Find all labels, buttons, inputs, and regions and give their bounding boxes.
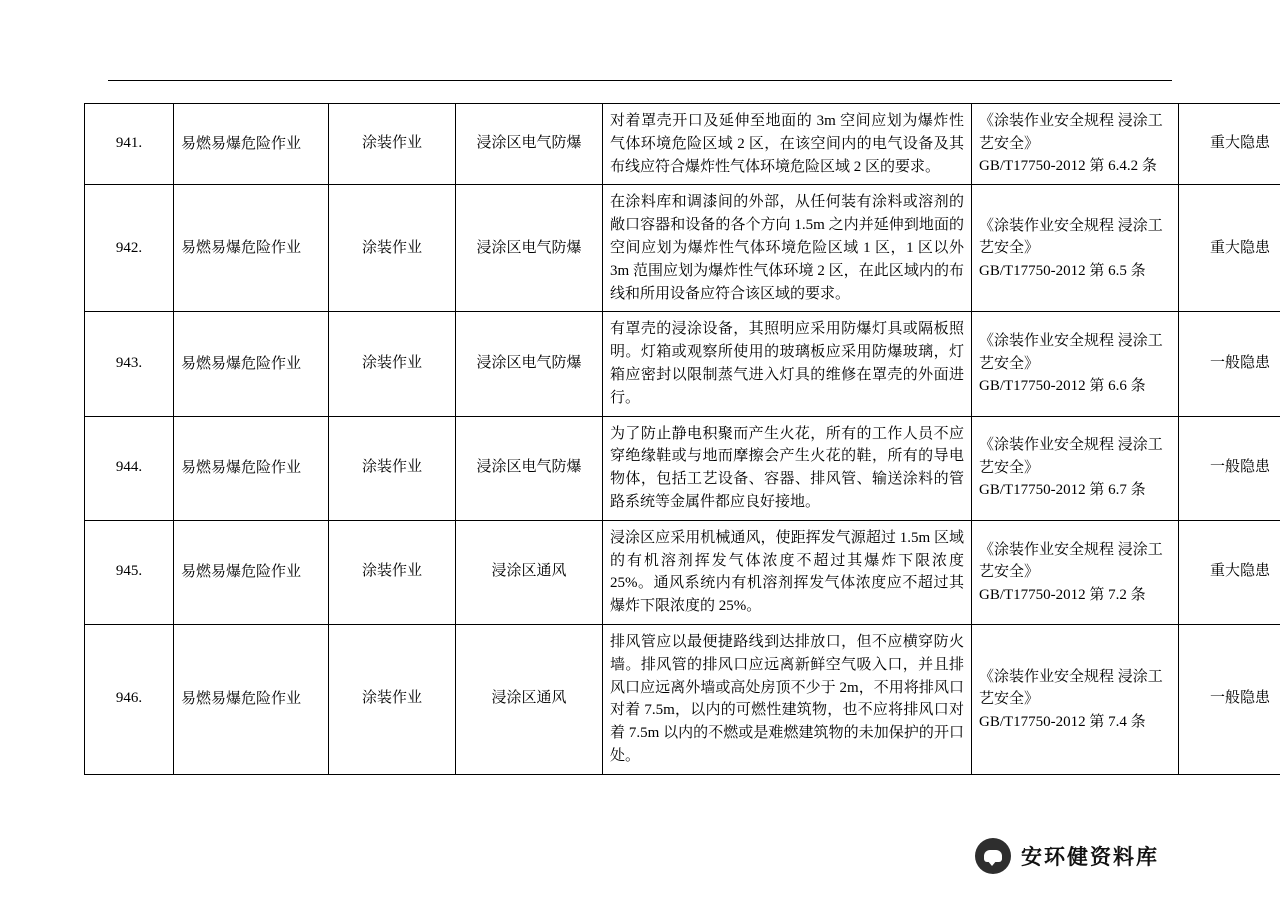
row-level: 一般隐患	[1179, 416, 1280, 520]
row-description	[603, 416, 972, 520]
row-operation: 涂装作业	[329, 520, 456, 624]
description-text: 有罩壳的浸涂设备，其照明应采用防爆灯具或隔板照明。灯箱或观察所使用的玻璃板应采用防爆玻璃，灯箱应密封以限制蒸气进入灯具的维修在罩壳的外面进行。	[610, 321, 964, 406]
row-category	[174, 104, 329, 185]
row-area: 浸涂区电气防爆	[456, 416, 603, 520]
row-number: 942.	[85, 185, 174, 312]
hazard-table-container	[84, 103, 1270, 775]
reference-title: 《涂装作业安全规程 浸涂工艺安全》	[979, 668, 1163, 708]
description-text: 浸涂区应采用机械通风，使距挥发气源超过 1.5m 区域的有机溶剂挥发气体浓度不超过其爆炸下限浓度 25%。通风系统内有机溶剂挥发气体浓度应不超过其爆炸下限浓度的 25%。	[610, 529, 964, 615]
row-number: 946.	[85, 624, 174, 774]
row-area: 浸涂区电气防爆	[456, 185, 603, 312]
reference-clause: GB/T17750-2012 第 7.2 条	[979, 586, 1146, 603]
row-reference	[972, 624, 1179, 774]
description-text: 排风管应以最便捷路线到达排放口，但不应横穿防火墙。排风管的排风口应远离新鲜空气吸入口，并且排风口应远离外墙或高处房顶不少于 2m，不用将排风口对着 7.5m，以内的可燃性建筑物，也不应将排风口对着 7.5m 以内的不燃或是难燃建筑物的未加保护的开口处。	[610, 633, 964, 764]
row-level: 重大隐患	[1179, 185, 1280, 312]
row-category	[174, 416, 329, 520]
table-row	[85, 312, 1280, 416]
row-operation: 涂装作业	[329, 624, 456, 774]
row-number: 941.	[85, 104, 174, 185]
row-description	[603, 312, 972, 416]
row-level: 重大隐患	[1179, 520, 1280, 624]
row-area: 浸涂区通风	[456, 520, 603, 624]
row-description	[603, 624, 972, 774]
row-level: 一般隐患	[1179, 312, 1280, 416]
reference-clause: GB/T17750-2012 第 6.6 条	[979, 378, 1146, 395]
row-description	[603, 185, 972, 312]
description-text: 在涂料库和调漆间的外部，从任何装有涂料或溶剂的敞口容器和设备的各个方向 1.5m 之内并延伸到地面的空间应划为爆炸性气体环境危险区域 1 区，1 区以外 3m 范围应划为爆炸性气体环境 2 区，在此区域内的布线和所用设备应符合该区域的要求。	[610, 194, 964, 302]
table-row	[85, 520, 1280, 624]
row-operation: 涂装作业	[329, 312, 456, 416]
table-row	[85, 624, 1280, 774]
row-description	[603, 520, 972, 624]
reference-clause: GB/T17750-2012 第 7.4 条	[979, 713, 1146, 730]
category-text: 易燃易爆危险作业	[181, 691, 302, 708]
row-number: 943.	[85, 312, 174, 416]
description-text: 为了防止静电积聚而产生火花，所有的工作人员不应穿绝缘鞋或与地而摩擦会产生火花的鞋，所有的导电物体，包括工艺设备、容器、排风管、输送涂料的管路系统等金属件都应良好接地。	[610, 425, 964, 510]
category-text: 易燃易爆危险作业	[181, 355, 302, 372]
category-text: 易燃易爆危险作业	[181, 240, 302, 257]
row-reference	[972, 185, 1179, 312]
row-operation: 涂装作业	[329, 104, 456, 185]
hazard-table	[84, 103, 1280, 775]
reference-clause: GB/T17750-2012 第 6.7 条	[979, 482, 1146, 499]
row-area: 浸涂区电气防爆	[456, 104, 603, 185]
row-category	[174, 624, 329, 774]
row-level: 一般隐患	[1179, 624, 1280, 774]
header-rule	[108, 80, 1172, 81]
table-row	[85, 416, 1280, 520]
row-category	[174, 520, 329, 624]
category-text: 易燃易爆危险作业	[181, 564, 302, 581]
watermark-label: 安环健资料库	[1021, 846, 1159, 869]
row-reference	[972, 312, 1179, 416]
row-reference	[972, 520, 1179, 624]
reference-clause: GB/T17750-2012 第 6.5 条	[979, 262, 1146, 279]
category-text: 易燃易爆危险作业	[181, 135, 302, 152]
reference-title: 《涂装作业安全规程 浸涂工艺安全》	[979, 113, 1163, 152]
reference-title: 《涂装作业安全规程 浸涂工艺安全》	[979, 437, 1163, 476]
row-area: 浸涂区电气防爆	[456, 312, 603, 416]
table-row	[85, 185, 1280, 312]
row-category	[174, 185, 329, 312]
description-text: 对着罩壳开口及延伸至地面的 3m 空间应划为爆炸性气体环境危险区域 2 区，在该空间内的电气设备及其布线应符合爆炸性气体环境危险区域 2 区的要求。	[610, 113, 964, 175]
table-row	[85, 104, 1280, 185]
row-reference	[972, 416, 1179, 520]
row-level: 重大隐患	[1179, 104, 1280, 185]
row-description	[603, 104, 972, 185]
reference-title: 《涂装作业安全规程 浸涂工艺安全》	[979, 333, 1163, 372]
reference-clause: GB/T17750-2012 第 6.4.2 条	[979, 158, 1157, 175]
row-number: 945.	[85, 520, 174, 624]
row-category	[174, 312, 329, 416]
row-area: 浸涂区通风	[456, 624, 603, 774]
watermark	[975, 838, 1159, 874]
category-text: 易燃易爆危险作业	[181, 459, 302, 476]
reference-title: 《涂装作业安全规程 浸涂工艺安全》	[979, 541, 1163, 581]
row-operation: 涂装作业	[329, 416, 456, 520]
row-number: 944.	[85, 416, 174, 520]
row-reference	[972, 104, 1179, 185]
reference-title: 《涂装作业安全规程 浸涂工艺安全》	[979, 217, 1163, 257]
row-operation: 涂装作业	[329, 185, 456, 312]
wechat-account-icon	[975, 838, 1011, 874]
